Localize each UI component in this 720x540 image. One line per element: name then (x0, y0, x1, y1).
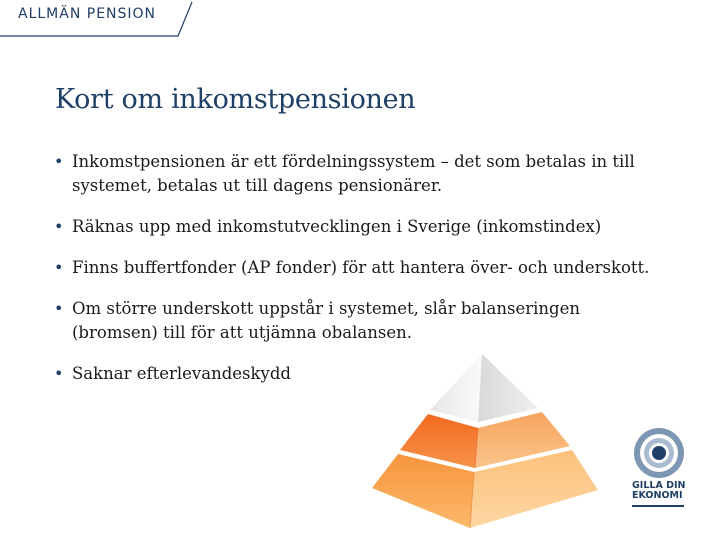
bullet-dot-icon: • (54, 364, 64, 383)
bullet-text: Saknar efterlevandeskydd (72, 364, 291, 383)
bullet-item (52, 297, 692, 345)
pyramid-top-right-face (478, 354, 538, 422)
pyramid-bottom-left-face (372, 454, 474, 528)
logo-line2: EKONOMI (632, 490, 683, 501)
logo-wordmark (632, 481, 692, 511)
slide-title: Kort om inkomstpensionen (55, 84, 416, 115)
bullet-text: Finns buffertfonder (AP fonder) för att hantera över- och underskott. (72, 258, 650, 277)
header-brand: ALLMÄN PENSION (18, 6, 157, 22)
bullet-item (52, 256, 692, 280)
pyramid-top-left-face (430, 354, 482, 422)
bullet-text-cont: (bromsen) till för att utjämna obalansen. (72, 323, 412, 342)
logo-underline (632, 504, 684, 508)
bullet-dot-icon: • (54, 258, 64, 277)
bullet-text: Om större underskott uppstår i systemet, slår balanseringen (72, 299, 580, 318)
logo-line1: GILLA DIN (632, 480, 686, 491)
bullet-item (52, 150, 692, 198)
bullet-item (52, 215, 692, 239)
bullet-dot-icon: • (54, 299, 64, 318)
bullet-dot-icon: • (54, 152, 64, 171)
bullet-dot-icon: • (54, 217, 64, 236)
bullet-text: Inkomstpensionen är ett fördelningssystem – det som betalas in till (72, 152, 635, 171)
bullet-text-cont: systemet, betalas ut till dagens pensionärer. (72, 176, 443, 195)
pyramid-illustration (370, 350, 600, 530)
bullet-text: Räknas upp med inkomstutvecklingen i Sverige (inkomstindex) (72, 217, 602, 236)
gilla-din-ekonomi-logo-icon (630, 425, 690, 481)
